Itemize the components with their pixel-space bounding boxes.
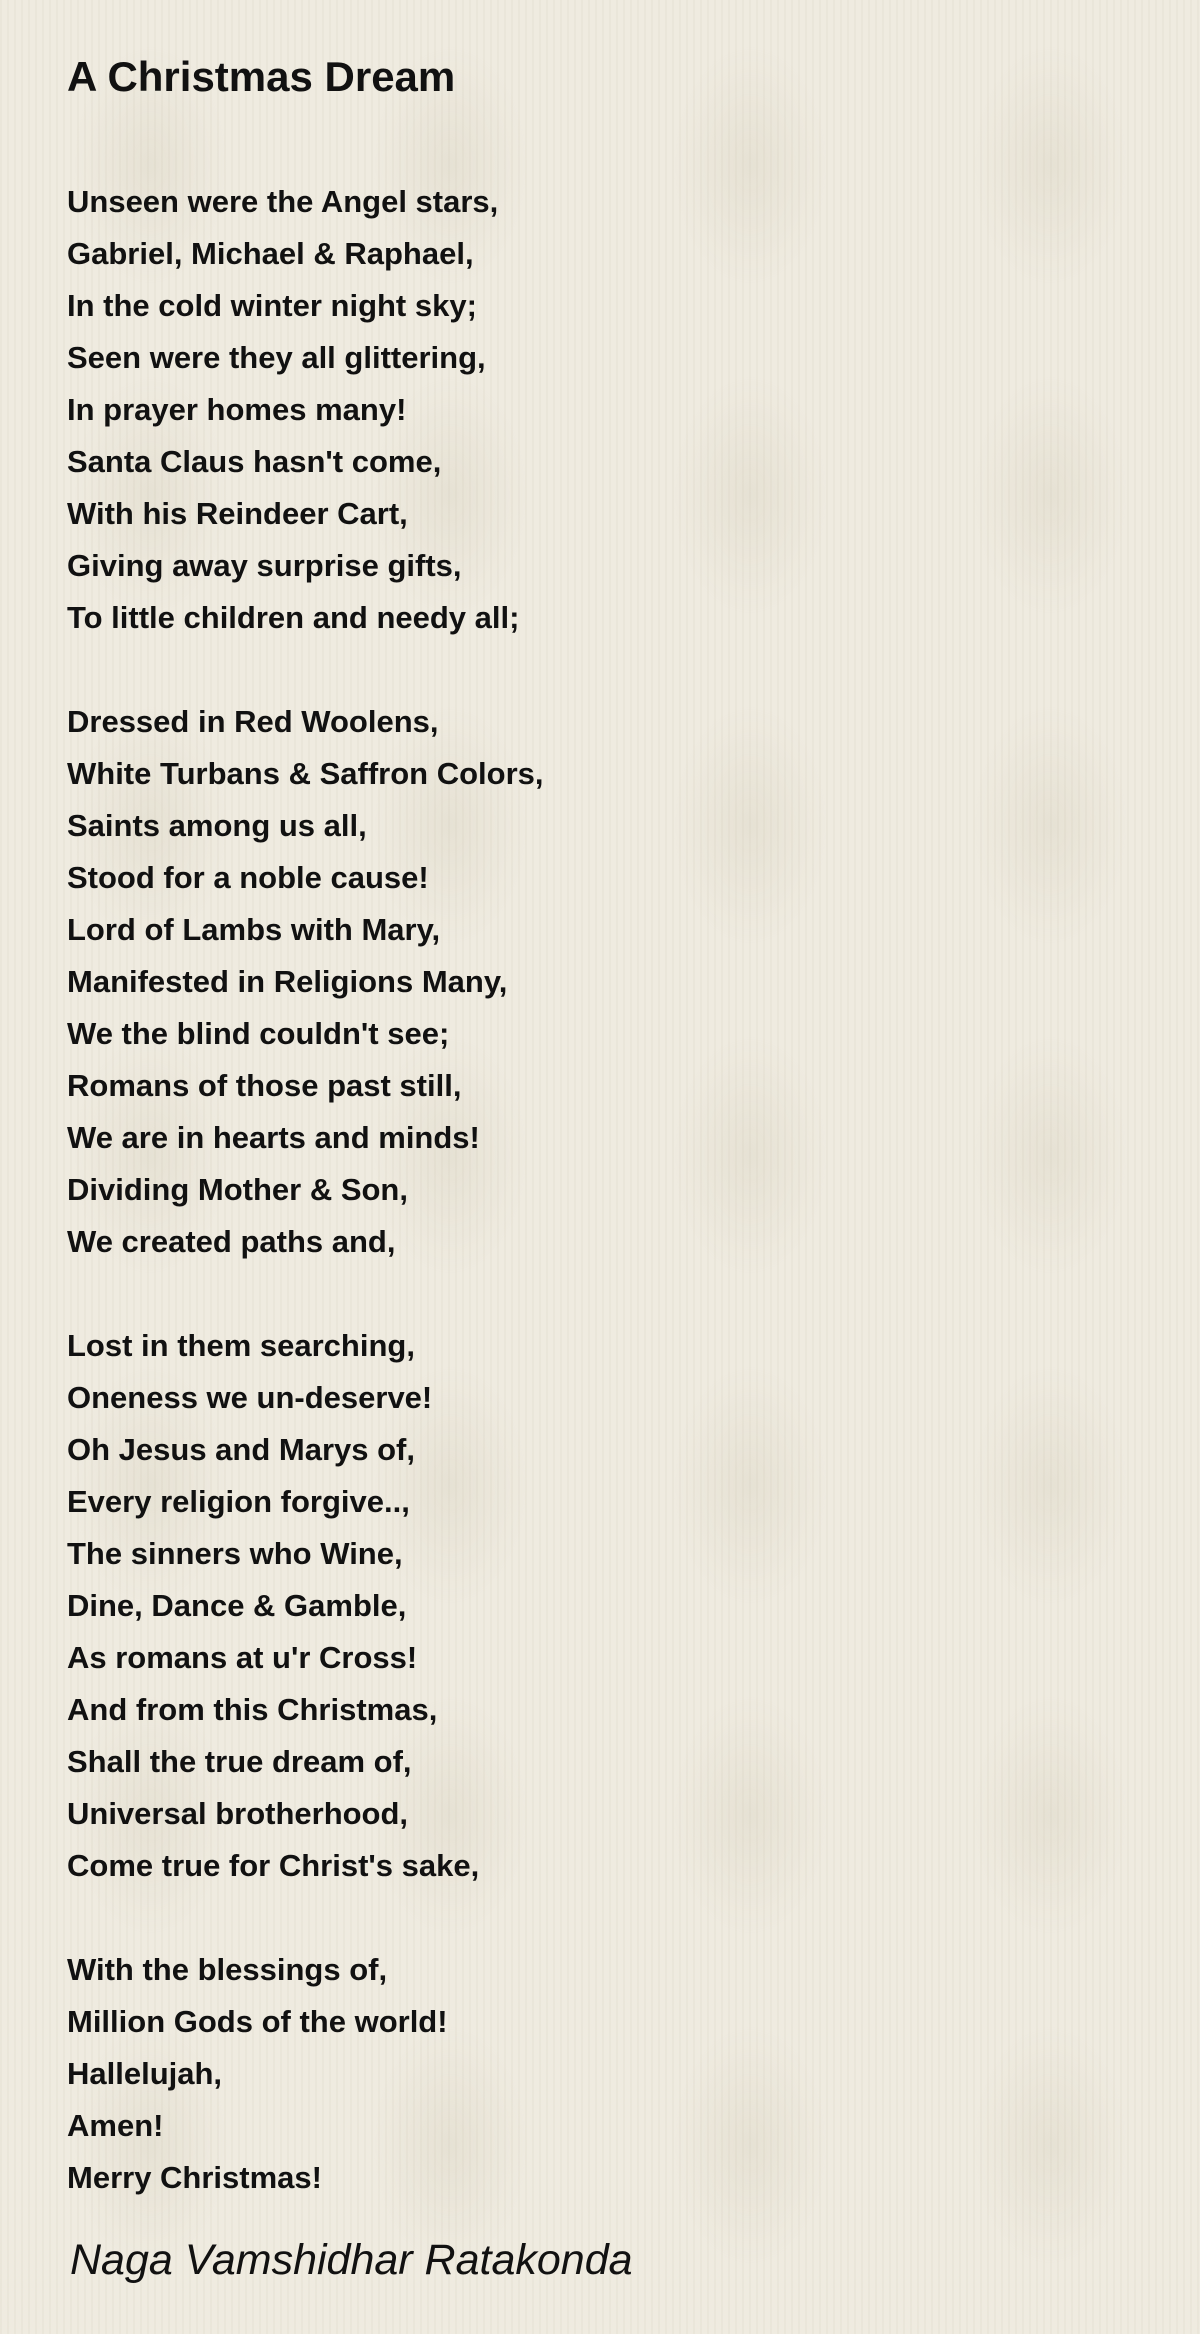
poem-line: Come true for Christ's sake, xyxy=(67,1848,480,1883)
poem-line: Every religion forgive.., xyxy=(67,1484,410,1519)
poem-line: Oneness we un-deserve! xyxy=(67,1380,433,1415)
poem-line: Seen were they all glittering, xyxy=(67,340,486,375)
stanza-3 xyxy=(67,1320,1147,1892)
poem-line: Unseen were the Angel stars, xyxy=(67,184,499,219)
poem-line: With the blessings of, xyxy=(67,1952,388,1987)
poem-line: Dividing Mother & Son, xyxy=(67,1172,408,1207)
poem-line: Shall the true dream of, xyxy=(67,1744,412,1779)
poem-line: Romans of those past still, xyxy=(67,1068,462,1103)
poem-body xyxy=(67,176,1147,2204)
poem-line: Dressed in Red Woolens, xyxy=(67,704,439,739)
poem-title: A Christmas Dream xyxy=(67,53,456,100)
poem-line: We created paths and, xyxy=(67,1224,396,1259)
poem-line: Hallelujah, xyxy=(67,2056,223,2091)
poem-line: Santa Claus hasn't come, xyxy=(67,444,442,479)
poem-line: In the cold winter night sky; xyxy=(67,288,477,323)
poem-author: Naga Vamshidhar Ratakonda xyxy=(70,2236,633,2284)
poem-line: Amen! xyxy=(67,2108,164,2143)
poem-page xyxy=(67,44,1147,2256)
poem-line: We the blind couldn't see; xyxy=(67,1016,450,1051)
poem-line: Giving away surprise gifts, xyxy=(67,548,462,583)
stanza-2 xyxy=(67,696,1147,1268)
poem-line: Million Gods of the world! xyxy=(67,2004,448,2039)
stanza-4 xyxy=(67,1944,1147,2204)
poem-line: Universal brotherhood, xyxy=(67,1796,409,1831)
poem-line: And from this Christmas, xyxy=(67,1692,438,1727)
poem-line: Saints among us all, xyxy=(67,808,367,843)
poem-line: The sinners who Wine, xyxy=(67,1536,403,1571)
poem-line: White Turbans & Saffron Colors, xyxy=(67,756,544,791)
poem-line: Merry Christmas! xyxy=(67,2160,322,2195)
poem-line: Lost in them searching, xyxy=(67,1328,415,1363)
poem-line: Oh Jesus and Marys of, xyxy=(67,1432,415,1467)
poem-line: Dine, Dance & Gamble, xyxy=(67,1588,407,1623)
poem-line: Manifested in Religions Many, xyxy=(67,964,508,999)
poem-line: As romans at u'r Cross! xyxy=(67,1640,418,1675)
poem-line: To little children and needy all; xyxy=(67,600,520,635)
poem-line: Gabriel, Michael & Raphael, xyxy=(67,236,474,271)
poem-line: Lord of Lambs with Mary, xyxy=(67,912,441,947)
poem-line: Stood for a noble cause! xyxy=(67,860,429,895)
poem-line: We are in hearts and minds! xyxy=(67,1120,480,1155)
poem-line: In prayer homes many! xyxy=(67,392,407,427)
stanza-1 xyxy=(67,176,1147,644)
poem-line: With his Reindeer Cart, xyxy=(67,496,408,531)
